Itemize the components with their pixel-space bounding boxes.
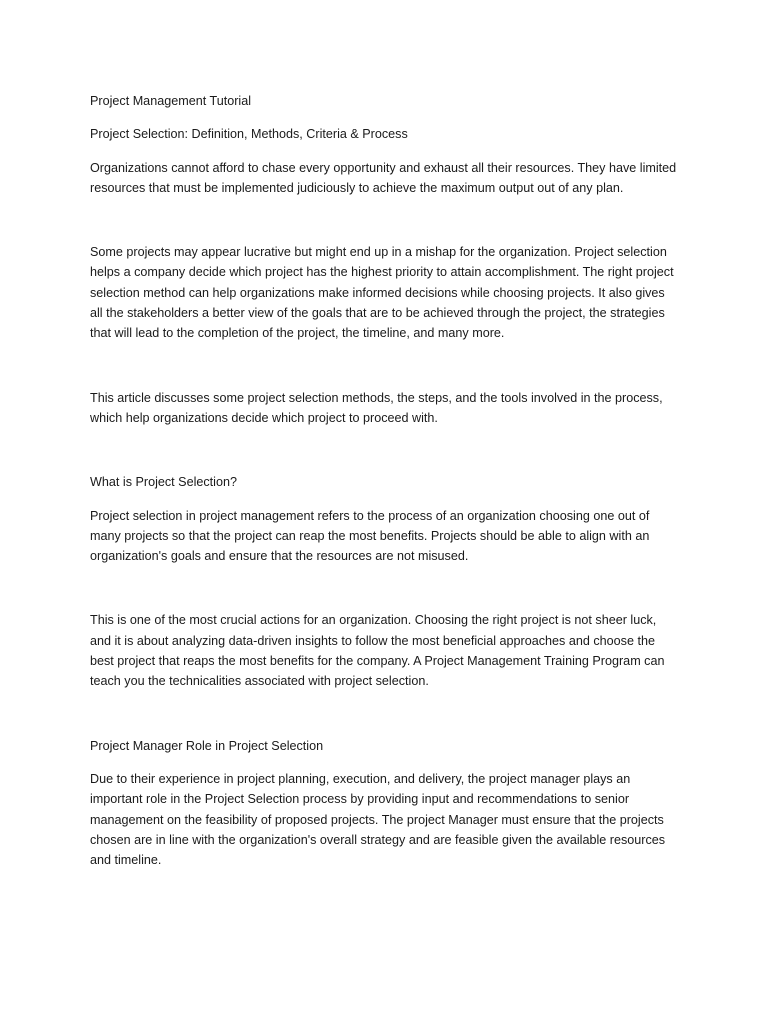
document-title: Project Management Tutorial — [90, 94, 252, 108]
document-subtitle: Project Selection: Definition, Methods, Criteria & Process — [90, 127, 408, 142]
section1-paragraph-2: This is one of the most crucial actions for an organization. Choosing the right project is not sheer luck, and it is about analyzing data-driven insights to follow the most beneficial approaches and choose the best project that reaps the most benefits for the company. A Project Management Training Program can teach you the technicalities associated with project selection. — [90, 613, 665, 689]
section2-paragraph-1: Due to their experience in project planning, execution, and delivery, the project manager plays an important role in the Project Selection process by providing input and recommendations to senior management on the feasibility of proposed projects. The project Manager must ensure that the projects chosen are in line with the organization's overall strategy and are feasible given the available resources and timeline. — [90, 771, 666, 868]
section-heading-project-manager-role: Project Manager Role in Project Selection — [90, 738, 324, 753]
section1-paragraph-1: Project selection in project management refers to the process of an organization choosing one out of many projects so that the project can reap the most benefits. Projects should be able to align with an organization's goals and ensure that the resources are not misused. — [90, 508, 650, 564]
section-heading-what-is-project-selection: What is Project Selection? — [90, 475, 237, 490]
intro-paragraph-3: This article discusses some project selection methods, the steps, and the tools involved in the process, which help organizations decide which project to proceed with. — [90, 390, 663, 425]
intro-paragraph-1: Organizations cannot afford to chase every opportunity and exhaust all their resources. They have limited resources that must be implemented judiciously to achieve the maximum output out of any plan. — [90, 160, 677, 195]
intro-paragraph-2: Some projects may appear lucrative but might end up in a mishap for the organization. Project selection helps a company decide which project has the highest priority to attain accomplishment. The right project selection method can help organizations make informed decisions while choosing projects. It also gives all the stakeholders a better view of the goals that are to be achieved through the project, the strategies that will lead to the completion of the project, the timeline, and many more. — [90, 245, 674, 341]
